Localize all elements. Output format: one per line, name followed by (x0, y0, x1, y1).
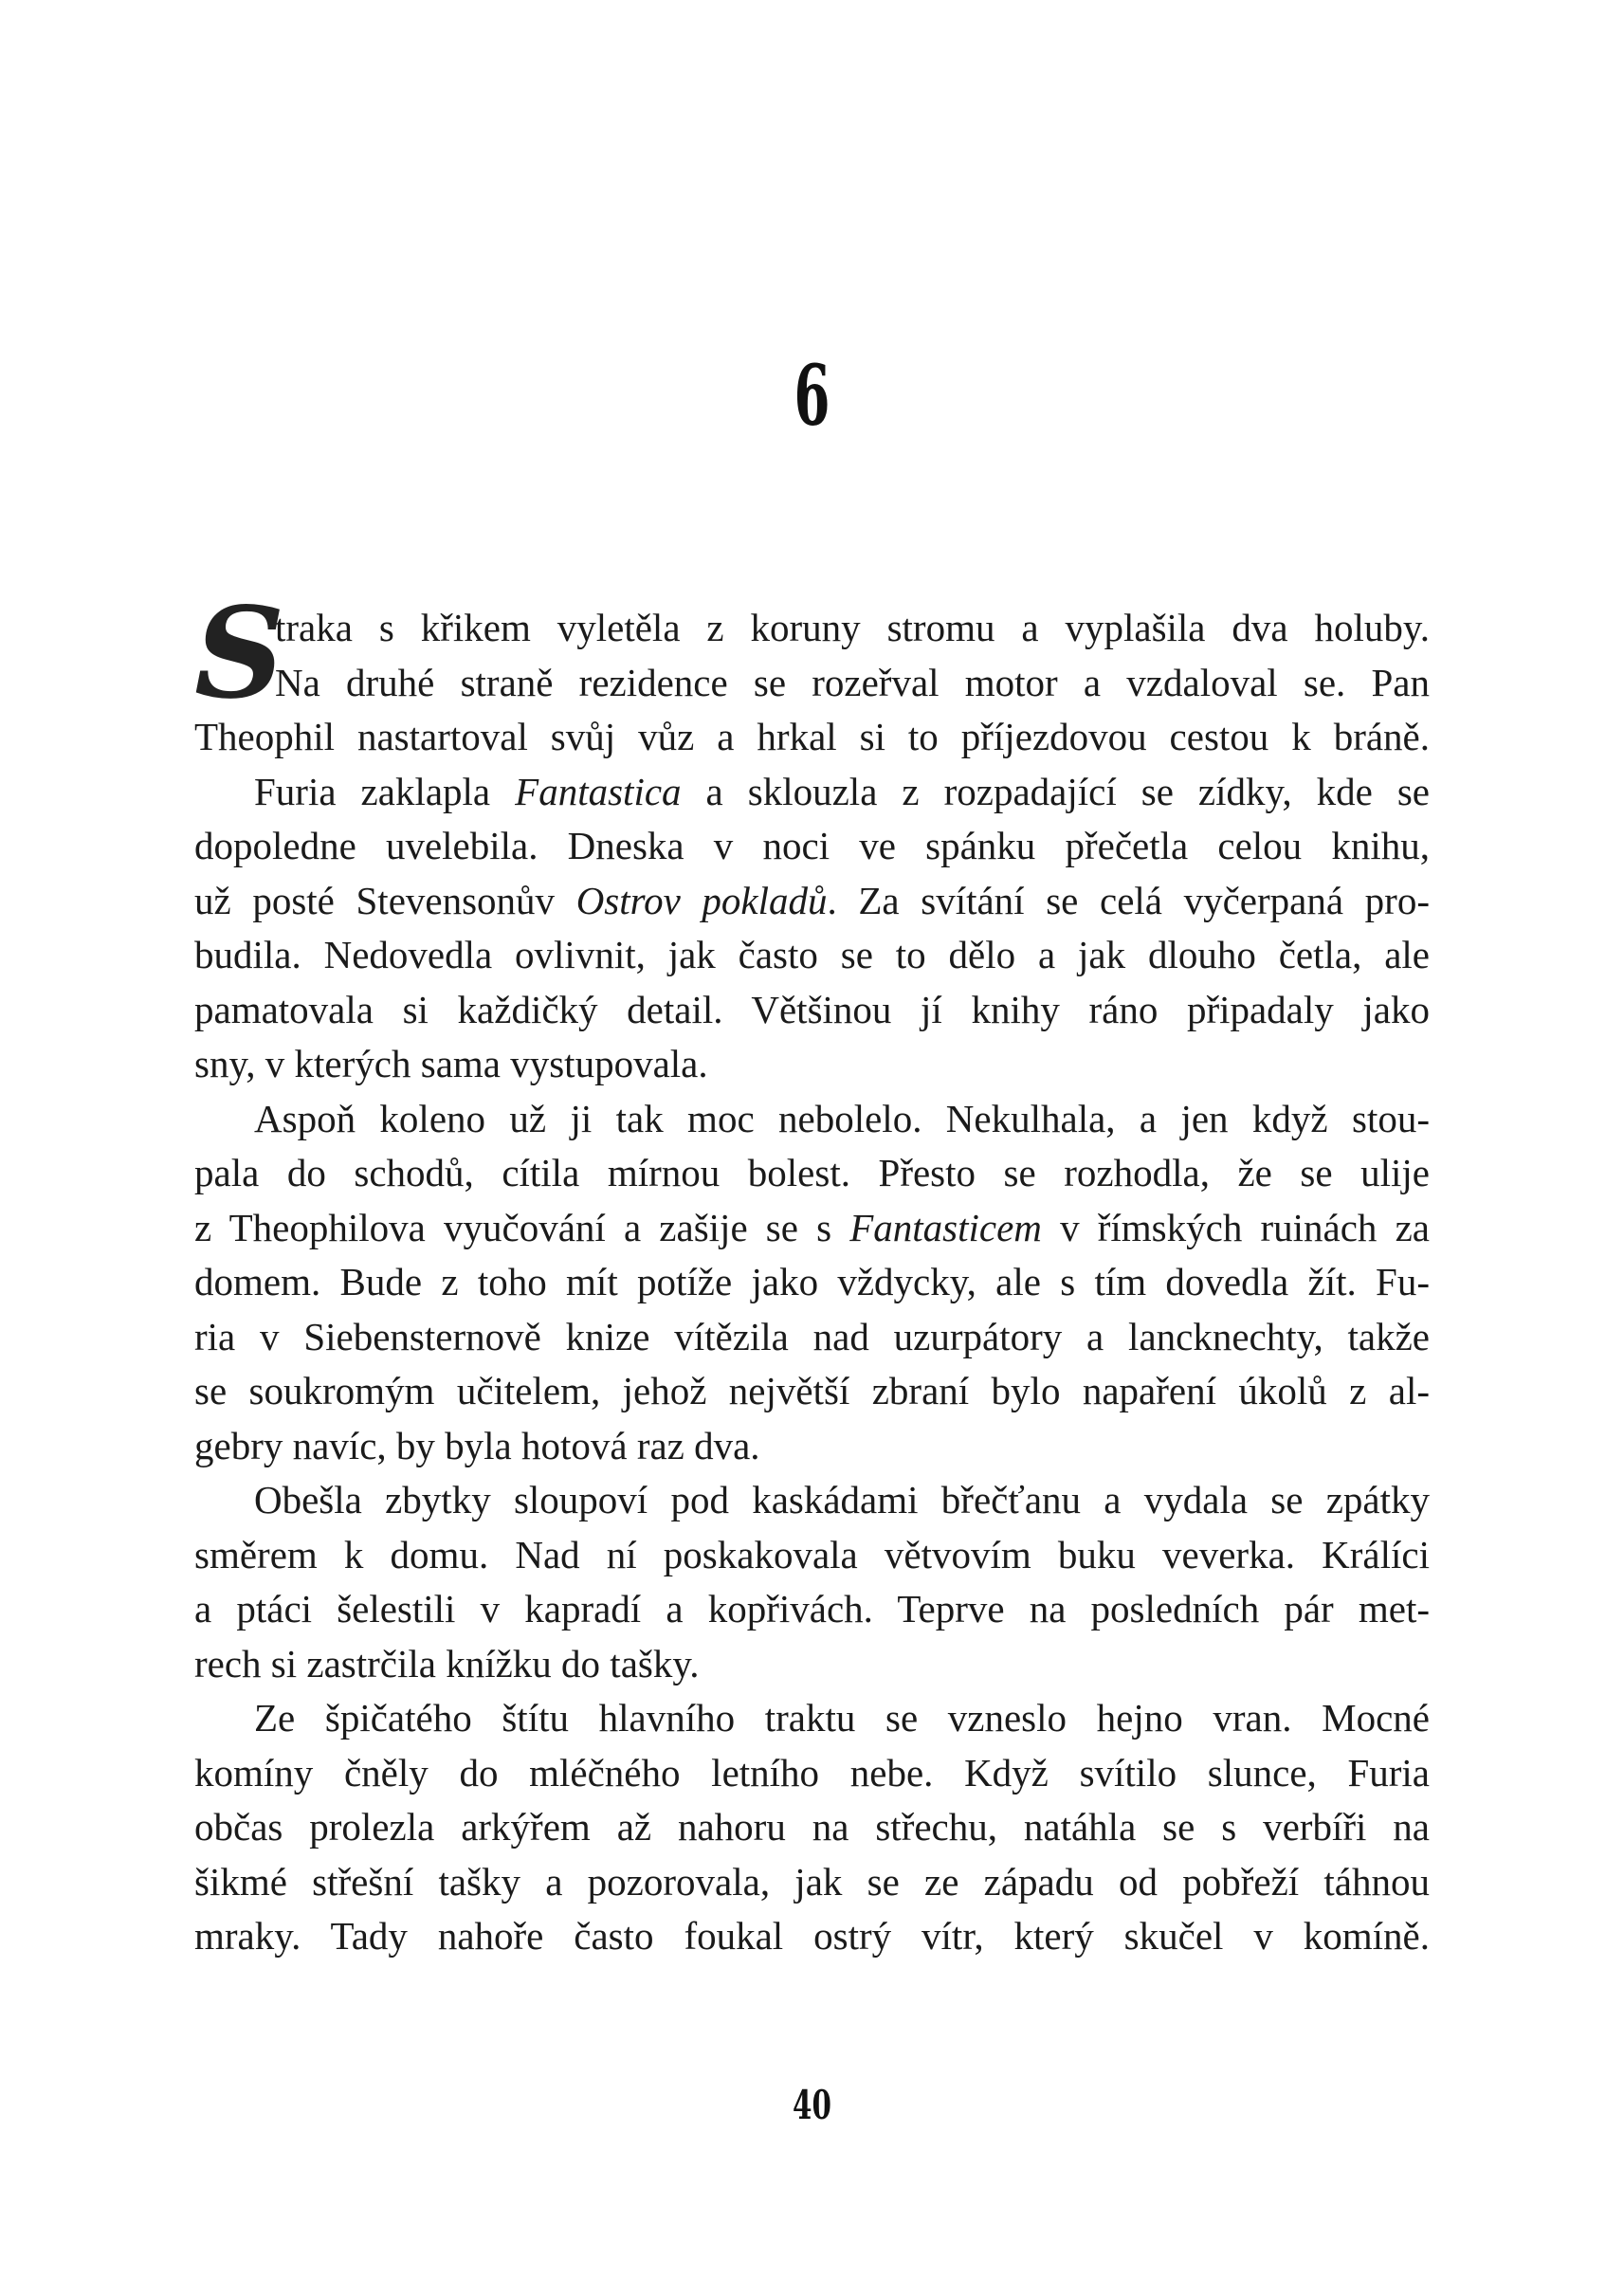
text-line: dopoledne uvelebila. Dneska v noci ve spánku přečetla celou knihu, (194, 824, 1430, 867)
text-line: Obešla zbytky sloupoví pod kaskádami břečťanu a vydala se zpátky (254, 1478, 1430, 1522)
text-line: budila. Nedovedla ovlivnit, jak často se to dělo a jak dlouho četla, ale (194, 933, 1430, 976)
text-line: z Theophilova vyučování a zašije se s Fantasticem v římských ruinách za (194, 1205, 1430, 1249)
text-line: pala do schodů, cítila mírnou bolest. Přesto se rozhodla, že se ulije (194, 1151, 1430, 1194)
text-line: pamatovala si každičký detail. Většinou jí knihy ráno připadaly jako (194, 987, 1430, 1031)
text-line: sny, v kterých sama vystupovala. (194, 1042, 708, 1085)
text-line: rech si zastrčila knížku do tašky. (194, 1641, 700, 1686)
chapter-number: 6 (794, 346, 830, 445)
text-line: komíny čněly do mléčného letního nebe. Když svítilo slunce, Furia (194, 1750, 1430, 1795)
text-line: Theophil nastartoval svůj vůz a hrkal si to příjezdovou cestou k bráně. (194, 715, 1430, 758)
drop-cap: S (194, 580, 285, 727)
text-line: už posté Stevensonův Ostrov pokladů. Za svítání se celá vyčerpaná pro- (194, 878, 1430, 922)
text-line: ria v Siebensternově knize vítězila nad uzurpátory a lancknechty, takže (194, 1314, 1430, 1358)
text-line: gebry navíc, by byla hotová raz dva. (194, 1423, 760, 1467)
text-line: se soukromým učitelem, jehož největší zbraní bylo napaření úkolů z al- (194, 1369, 1430, 1412)
text-line: mraky. Tady nahoře často foukal ostrý vítr, který skučel v komíně. (194, 1914, 1430, 1958)
text-line: Aspoň koleno už ji tak moc nebolelo. Nekulhala, a jen když stou- (254, 1096, 1430, 1140)
text-line: Furia zaklapla Fantastica a sklouzla z rozpadající se zídky, kde se (254, 769, 1430, 813)
text-line: šikmé střešní tašky a pozorovala, jak se ze západu od pobřeží táhnou (194, 1859, 1430, 1904)
book-title: Fantastica (515, 769, 682, 813)
text-line: směrem k domu. Nad ní poskakovala větvovím buku veverka. Králíci (194, 1532, 1430, 1576)
book-title: Ostrov pokladů (575, 878, 828, 922)
body-text (194, 580, 1430, 1964)
book-title: Fantasticem (849, 1205, 1042, 1249)
text-line: občas prolezla arkýřem až nahoru na střechu, natáhla se s verbíři na (194, 1805, 1430, 1849)
text-line: Ze špičatého štítu hlavního traktu se vzneslo hejno vran. Mocné (254, 1696, 1430, 1740)
text-line: domem. Bude z toho mít potíže jako vždycky, ale s tím dovedla žít. Fu- (194, 1260, 1430, 1303)
text-line: Na druhé straně rezidence se rozeřval motor a vzdaloval se. Pan (275, 660, 1430, 704)
page-number: 40 (793, 2082, 831, 2128)
text-line: a ptáci šelestili v kapradí a kopřivách. Teprve na posledních pár met- (194, 1587, 1430, 1631)
text-line: traka s křikem vyletěla z koruny stromu a vyplašila dva holuby. (275, 606, 1430, 649)
